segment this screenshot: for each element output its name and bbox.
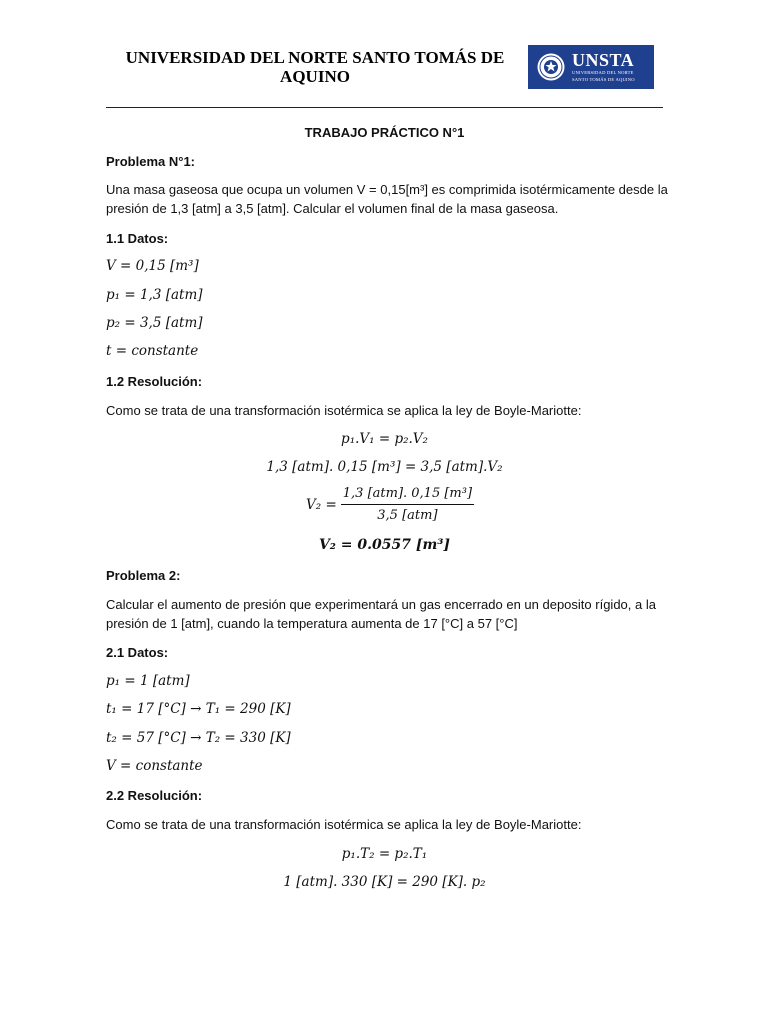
problem2-equation-2: 1 [atm]. 330 [K] = 290 [K]. p₂ [283,874,486,890]
logo-subtitle-1: UNIVERSIDAD DEL NORTE [572,70,634,76]
university-logo [528,45,654,89]
problem2-equation-1: p₁.T₂ = p₂.T₁ [341,846,428,862]
problem1-heading: Problema N°1: [106,154,196,169]
problem1-statement-line1: Una masa gaseosa que ocupa un volumen V = 0,15[m³] es comprimida isotérmicamente desde la [106,182,668,197]
problem1-equation-3 [306,486,474,523]
fraction [341,486,474,523]
problem1-data-heading: 1.1 Datos: [106,231,169,246]
problem1-resolution-heading: 1.2 Resolución: [106,374,203,389]
problem2-data-heading: 2.1 Datos: [106,645,169,660]
fraction-numerator: 1,3 [atm]. 0,15 [m³] [341,486,474,505]
problem2-heading: Problema 2: [106,568,181,583]
header-divider [106,107,663,108]
university-seal-icon [536,52,566,82]
document-title: TRABAJO PRÁCTICO N°1 [304,125,465,140]
problem1-data-p2: p₂ = 3,5 [atm] [106,315,203,331]
institution-title: UNIVERSIDAD DEL NORTE SANTO TOMÁS DE AQUINO [125,48,505,86]
problem1-data-p1: p₁ = 1,3 [atm] [106,287,203,303]
problem1-statement-line2: presión de 1,3 [atm] a 3,5 [atm]. Calcular el volumen final de la masa gaseosa. [106,201,559,216]
problem2-data-v: V = constante [106,758,203,774]
fraction-denominator: 3,5 [atm] [377,508,438,523]
problem2-resolution-heading: 2.2 Resolución: [106,788,203,803]
problem2-data-t2: t₂ = 57 [°C] → T₂ = 330 [K] [106,730,291,746]
logo-name: UNSTA [572,50,635,71]
problem2-resolution-text: Como se trata de una transformación isotérmica se aplica la ley de Boyle-Mariotte: [106,817,582,832]
problem1-equation-2: 1,3 [atm]. 0,15 [m³] = 3,5 [atm].V₂ [266,459,503,475]
problem2-data-p1: p₁ = 1 [atm] [106,673,190,689]
fraction-lhs: V₂ = [306,496,337,513]
problem1-equation-1: p₁.V₁ = p₂.V₂ [341,431,428,447]
problem2-statement-line1: Calcular el aumento de presión que experimentará un gas encerrado en un deposito rígido, a la [106,597,656,612]
problem1-data-t: t = constante [106,343,199,359]
problem1-result: V₂ = 0.0557 [m³] [318,537,451,553]
problem1-data-volume: V = 0,15 [m³] [106,258,199,274]
problem1-resolution-text: Como se trata de una transformación isotérmica se aplica la ley de Boyle-Mariotte: [106,403,582,418]
problem2-statement-line2: presión de 1 [atm], cuando la temperatura aumenta de 17 [°C] a 57 [°C] [106,616,518,631]
logo-text [572,51,635,82]
problem2-data-t1: t₁ = 17 [°C] → T₁ = 290 [K] [106,701,291,717]
logo-subtitle-2: SANTO TOMÁS DE AQUINO [572,77,635,82]
